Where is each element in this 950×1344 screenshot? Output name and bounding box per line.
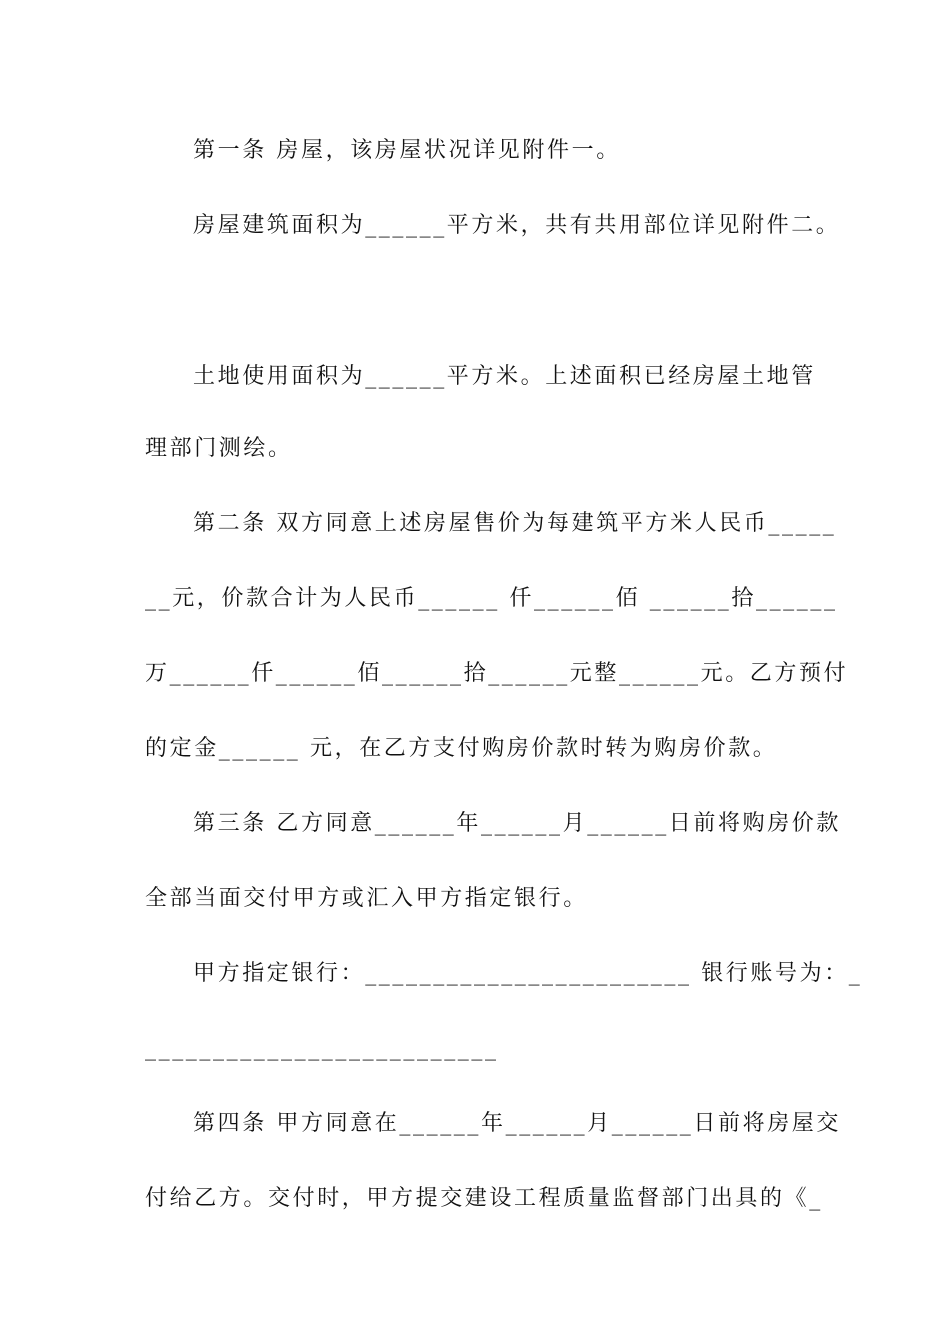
- article-2-line-4: 的定金______ 元，在乙方支付购房价款时转为购房价款。: [145, 736, 778, 761]
- article-2-line-2: __元，价款合计为人民币______ 仟______佰 ______拾______: [145, 586, 838, 611]
- article-1-line-1: 第一条 房屋，该房屋状况详见附件一。: [193, 138, 621, 163]
- article-1-line-3: 土地使用面积为______平方米。上述面积已经房屋土地管: [193, 364, 816, 389]
- article-2-line-1: 第二条 双方同意上述房屋售价为每建筑平方米人民币_____: [193, 511, 837, 536]
- article-1-line-2: 房屋建筑面积为______平方米，共有共用部位详见附件二。: [193, 213, 841, 238]
- article-4-line-1: 第四条 甲方同意在______年______月______日前将房屋交: [193, 1111, 841, 1136]
- bank-info-line-1: 甲方指定银行：________________________ 银行账号为：_: [193, 961, 863, 986]
- article-1-line-4: 理部门测绘。: [145, 436, 293, 461]
- article-4-line-2: 付给乙方。交付时，甲方提交建设工程质量监督部门出具的《_: [145, 1186, 823, 1211]
- article-3-line-1: 第三条 乙方同意______年______月______日前将购房价款: [193, 811, 841, 836]
- article-2-line-3: 万______仟______佰______拾______元整______元。乙方预付: [145, 661, 849, 686]
- bank-info-line-2: __________________________: [145, 1036, 499, 1061]
- article-3-line-2: 全部当面交付甲方或汇入甲方指定银行。: [145, 886, 588, 911]
